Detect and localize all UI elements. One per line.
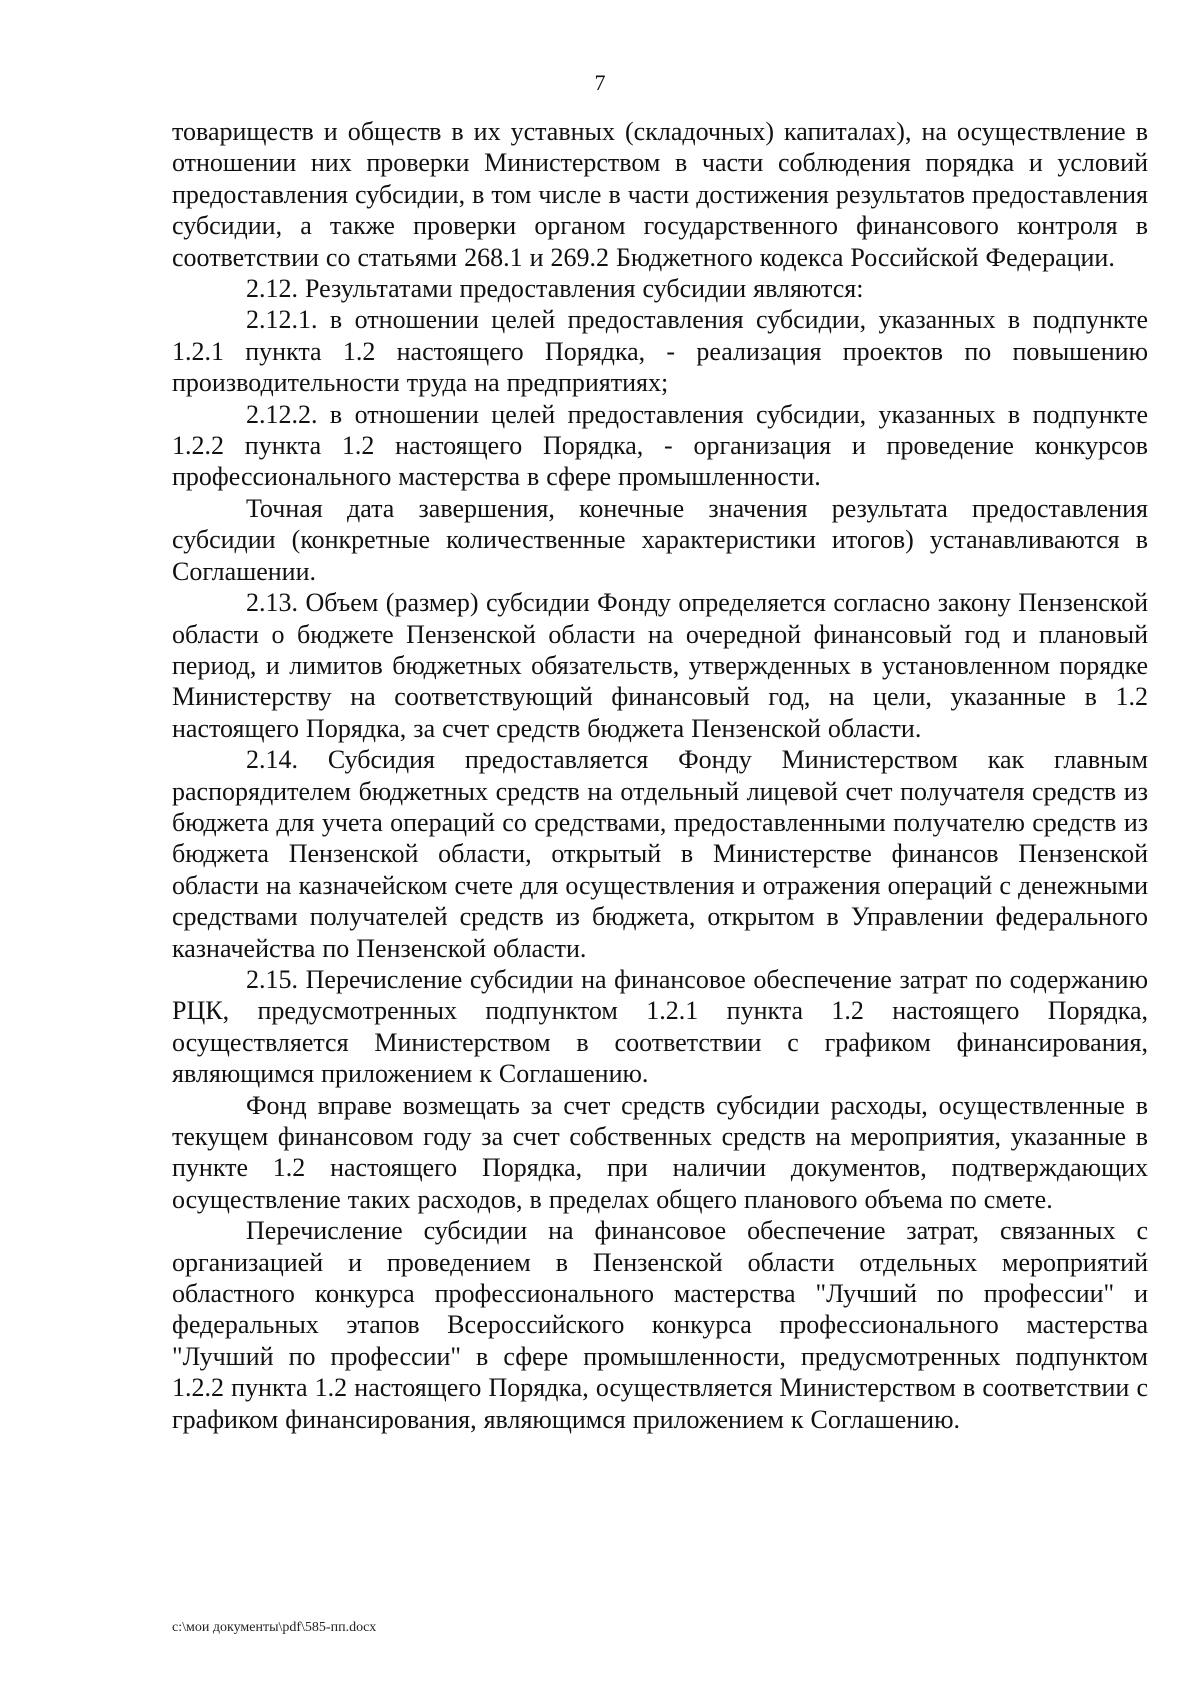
paragraph-result-date: Точная дата завершения, конечные значения результата предоставления субсидии (конкретные количественные характеристики итогов) устанавливаются в Соглашении. [172, 493, 1148, 586]
paragraph-contest-funding: Перечисление субсидии на финансовое обеспечение затрат, связанных с организацией и проведением в Пензенской области отдельных мероприятий областного конкурса профессионального мастерства "Лучший по профессии" и федеральных этапов Всероссийского конкурса профессионального мастерства "Лучший по профессии" в сфере промышленности, предусмотренных подпунктом 1.2.2 пункта 1.2 настоящего Порядка, осуществляется Министерством в соответствии с графиком финансирования, являющимся приложением к Соглашению. [172, 1216, 1148, 1434]
paragraph-2-12-1: 2.12.1. в отношении целей предоставления субсидии, указанных в подпункте 1.2.1 пункта 1.2 настоящего Порядка, - реализация проектов по повышению производительности труда на предприятиях; [172, 305, 1148, 398]
paragraph-2-13: 2.13. Объем (размер) субсидии Фонду определяется согласно закону Пензенской области о бюджете Пензенской области на очередной финансовый год и плановый период, и лимитов бюджетных обязательств, утвержденных в установленном порядке Министерству на соответствующий финансовый год, на цели, указанные в 1.2 настоящего Порядка, за счет средств бюджета Пензенской области. [172, 588, 1148, 743]
paragraph-2-14: 2.14. Субсидия предоставляется Фонду Министерством как главным распорядителем бюджетных средств на отдельный лицевой счет получателя средств из бюджета для учета операций со средствами, предоставленными получателю средств из бюджета Пензенской области, открытый в Министерстве финансов Пензенской области на казначейском счете для осуществления и отражения операций с денежными средствами получателей средств из бюджета, открытом в Управлении федерального казначейства по Пензенской области. [172, 745, 1148, 963]
document-body [172, 116, 1148, 1435]
paragraph-2-12-2: 2.12.2. в отношении целей предоставления субсидии, указанных в подпункте 1.2.2 пункта 1.2 настоящего Порядка, - организация и проведение конкурсов профессионального мастерства в сфере промышленности. [172, 399, 1148, 492]
paragraph-2-15: 2.15. Перечисление субсидии на финансовое обеспечение затрат по содержанию РЦК, предусмотренных подпунктом 1.2.1 пункта 1.2 настоящего Порядка, осуществляется Министерством в соответствии с графиком финансирования, являющимся приложением к Соглашению. [172, 964, 1148, 1089]
page-number: 7 [594, 70, 606, 95]
footer-file-path: c:\мои документы\pdf\585-пп.docx [172, 1620, 377, 1635]
paragraph-2-12: 2.12. Результатами предоставления субсидии являются: [246, 274, 864, 304]
paragraph-continuation: товариществ и обществ в их уставных (складочных) капиталах), на осуществление в отношении них проверки Министерством в части соблюдения порядка и условий предоставления субсидии, в том числе в части достижения результатов предоставления субсидии, а также проверки органом государственного финансового контроля в соответствии со статьями 268.1 и 269.2 Бюджетного кодекса Российской Федерации. [172, 117, 1148, 272]
paragraph-fund-reimbursement: Фонд вправе возмещать за счет средств субсидии расходы, осуществленные в текущем финансовом году за счет собственных средств на мероприятия, указанные в пункте 1.2 настоящего Порядка, при наличии документов, подтверждающих осуществление таких расходов, в пределах общего планового объема по смете. [172, 1090, 1148, 1214]
